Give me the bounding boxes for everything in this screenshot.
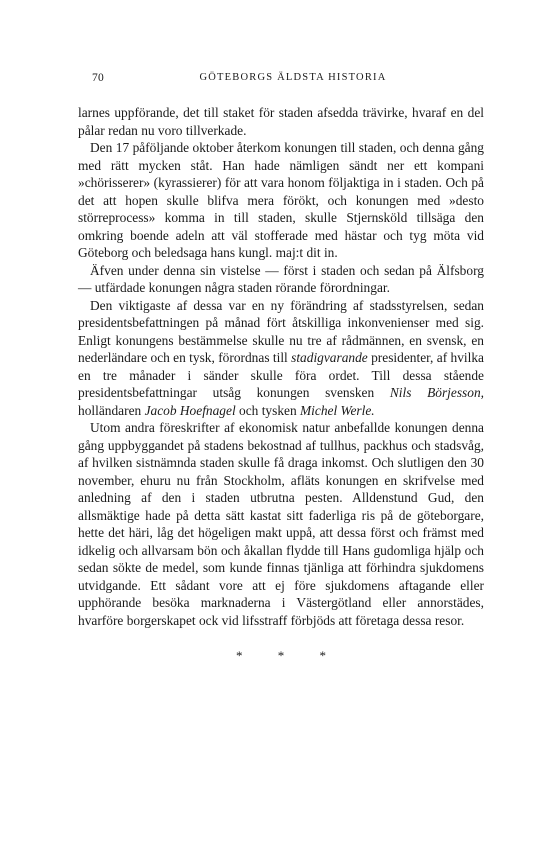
body-text xyxy=(78,104,484,629)
text-run: Den 17 påföljande oktober återkom konungen till staden, och denna gång med rätt mycken ståt. Han hade nämligen sändt ner ett kompani »chörisserer» (kyrassierer) för att vara honom följaktiga in i staden. Och på det att hopen skulle blifva mera förökt, och konungen med »desto störreprocess» komma in till staden, skulle Stjernsköld tillsäga den omkring boende adeln att väl stofferade med hästar och tyg möta vid Göteborg och beledsaga hans kungl. maj:t dit in. xyxy=(78,140,484,260)
page-number: 70 xyxy=(92,72,105,84)
emphasized-text: stadigvarande xyxy=(291,350,368,365)
paragraph xyxy=(78,262,484,297)
emphasized-text: Jacob Hoefnagel xyxy=(144,402,236,418)
text-run: Den viktigaste af dessa var en ny förändring af stadsstyrelsen, sedan presidentsbefattningen på månad fört åtskilliga inkonvenienser med sig. Enligt konungens bestämmelse skulle nu tre af rådmännen, en svensk, en nederländare och en tysk, förordnas till xyxy=(78,297,484,365)
page-header xyxy=(78,72,484,92)
text-run: presidenter, af hvilka en tre månader i sänder skulle föra ordet. Till dessa stående presidentsbefattningar utsåg konungen svensken xyxy=(78,350,484,400)
text-run: Utom andra föreskrifter af ekonomisk natur anbefallde konungen denna gång uppbyggandet på stadens bekostnad af tullhus, packhus och stadsvåg, af hvilken sistnämnda staden skulle få draga inkomst. Och slutligen den 30 november, ehuru nu från Stockholm, afläts konungen en skrifvelse med anledning af den i staden utbrutna pesten. Alldenstund Gud, den allsmäktige hade på detta sätt kastat sitt faderliga ris på de göteborgare, hette det häri, låg det högeligen makt uppå, att dessa först och främst med idkelig och allvarsam bön och åkallan flydde till Hans gudomliga hjälp och sedan sökte de medel, som kunde finnas tjänliga att förhindra sjukdomens utvidgande. Ett sådant vore att ej före sjukdomens aftagande eller upphörande besöka marknaderna i Västergötland eller annorstädes, hvarföre borgerskapet ock vid lifsstraff förbjöds att företaga dessa resor. xyxy=(78,420,484,628)
paragraph xyxy=(78,104,484,139)
running-title: GÖTEBORGS ÄLDSTA HISTORIA xyxy=(199,72,387,83)
text-run: holländaren xyxy=(78,402,145,418)
text-run: och tysken xyxy=(235,402,301,418)
text-run: Äfven under denna sin vistelse — först i staden och sedan på Älfsborg — utfärdade konungen några staden rörande förordningar. xyxy=(78,262,484,295)
book-page xyxy=(78,72,484,664)
emphasized-text: Michel Werle. xyxy=(300,402,375,418)
text-run: larnes uppförande, det till staket för staden afsedda trävirke, hvaraf en del pålar redan nu voro tillverkade. xyxy=(78,105,484,138)
paragraph xyxy=(78,139,484,262)
section-end-asterisks: * * * xyxy=(236,648,342,663)
paragraph xyxy=(78,419,484,629)
emphasized-text: Nils Börjesson, xyxy=(389,385,485,400)
paragraph xyxy=(78,297,484,420)
